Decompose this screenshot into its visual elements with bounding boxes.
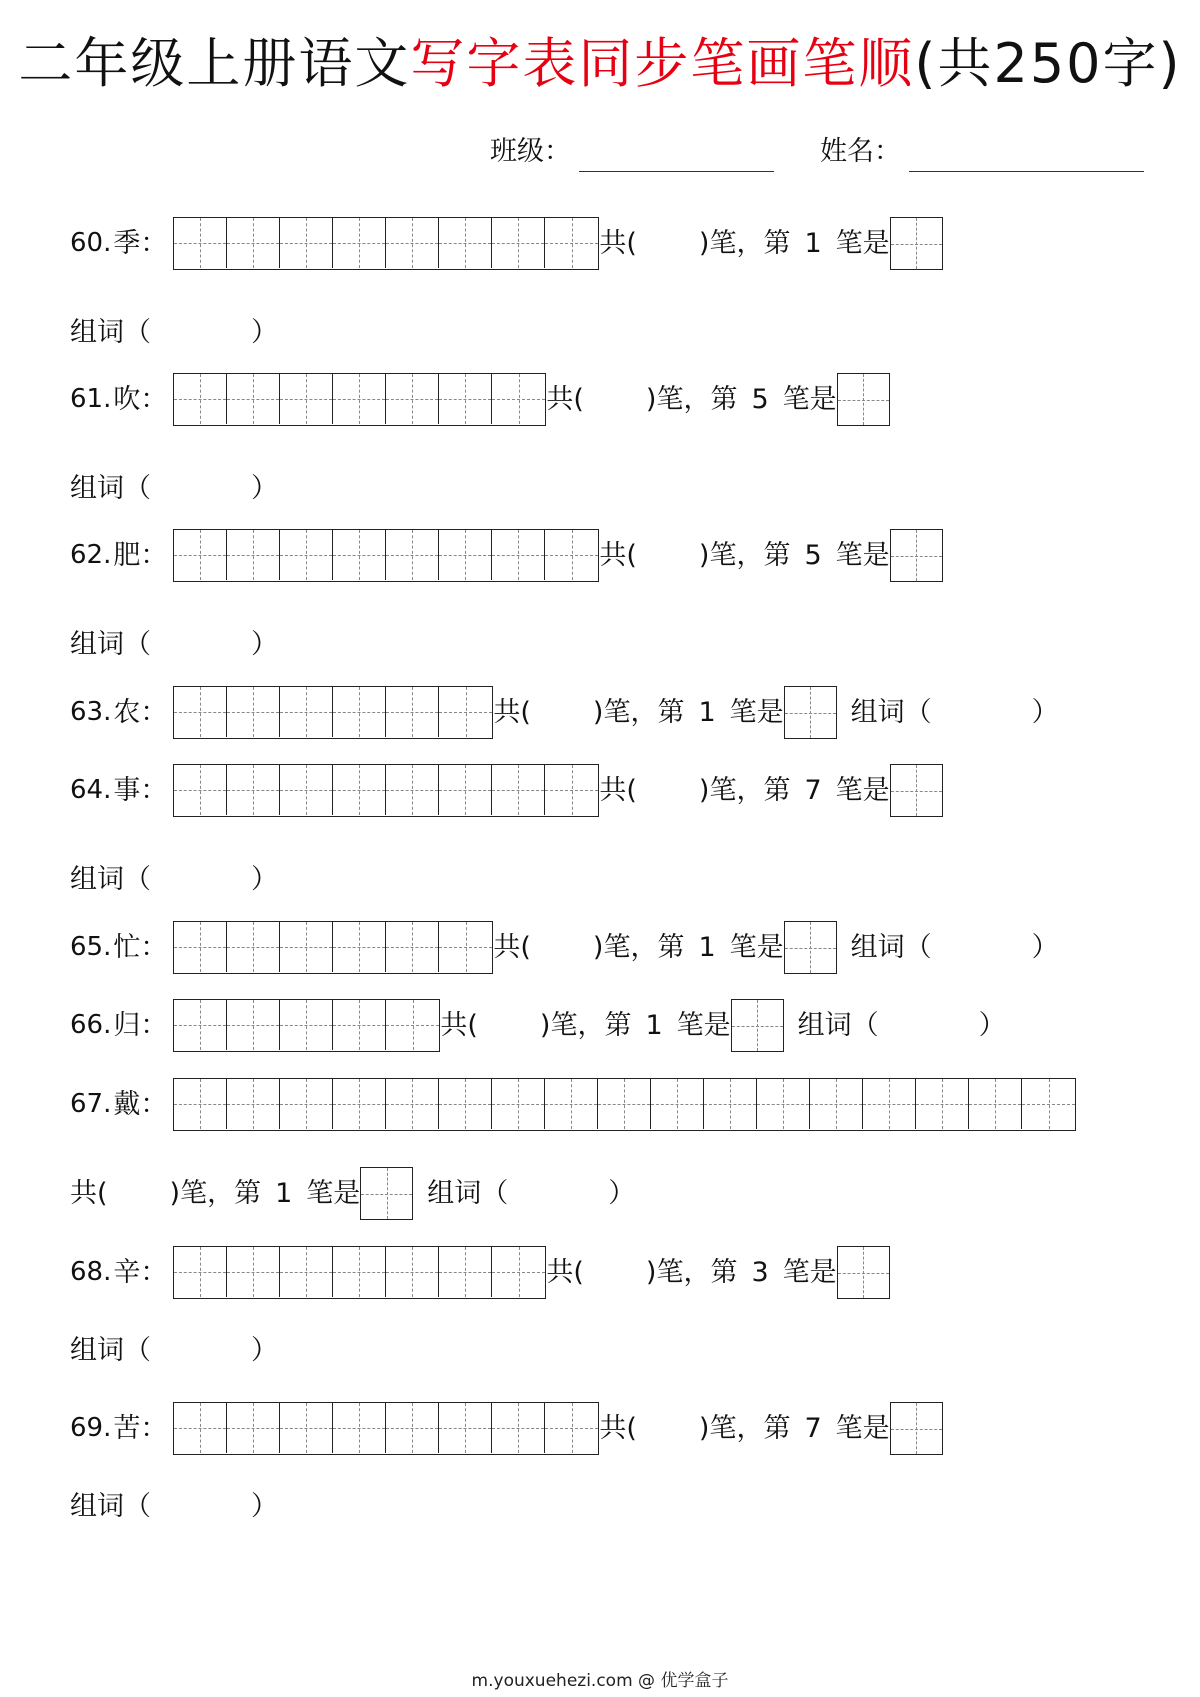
title-black: 二年级上册语文 xyxy=(18,32,411,95)
item-68-word-row xyxy=(70,1324,278,1377)
grid-cell[interactable] xyxy=(439,218,492,268)
word-close: ） xyxy=(251,1335,278,1366)
total-suffix: )笔，第 xyxy=(169,1178,262,1209)
grid-cell[interactable] xyxy=(333,687,386,737)
grid-cell[interactable] xyxy=(333,530,386,580)
item-60-row xyxy=(70,217,943,270)
stroke-number: 1 xyxy=(698,932,716,963)
grid-cell[interactable] xyxy=(333,218,386,268)
grid-cell[interactable] xyxy=(227,1000,280,1050)
stroke-number: 1 xyxy=(804,228,822,259)
answer-box[interactable] xyxy=(890,217,943,270)
item-colon: ： xyxy=(140,540,168,571)
grid-cell[interactable] xyxy=(280,530,333,580)
item-62-row xyxy=(70,529,943,582)
word-close: ） xyxy=(608,1178,636,1209)
grid-cell[interactable] xyxy=(280,1079,333,1129)
stroke-grid[interactable] xyxy=(173,1402,599,1455)
item-character: 忙 xyxy=(113,932,141,963)
total-suffix: )笔，第 xyxy=(698,228,791,259)
grid-cell[interactable] xyxy=(439,1079,492,1129)
total-prefix: 共( xyxy=(599,775,637,806)
class-blank[interactable] xyxy=(579,141,774,172)
item-character: 苦 xyxy=(113,1413,141,1444)
answer-box[interactable] xyxy=(731,999,784,1052)
grid-cell[interactable] xyxy=(439,922,492,972)
grid-cell[interactable] xyxy=(492,1079,545,1129)
grid-cell[interactable] xyxy=(174,218,227,268)
answer-box[interactable] xyxy=(784,921,837,974)
total-suffix: )笔，第 xyxy=(645,384,738,415)
grid-cell[interactable] xyxy=(333,1000,386,1050)
word-open: 组词（ xyxy=(70,473,151,504)
grid-cell[interactable] xyxy=(545,218,598,268)
grid-cell[interactable] xyxy=(333,922,386,972)
stroke-grid[interactable] xyxy=(173,686,493,739)
stroke-number: 5 xyxy=(804,540,822,571)
item-number: 68. xyxy=(70,1257,112,1287)
grid-cell[interactable] xyxy=(227,1403,280,1453)
word-open: 组词（ xyxy=(70,864,151,895)
grid-cell[interactable] xyxy=(439,374,492,424)
stroke-number: 1 xyxy=(645,1010,663,1041)
grid-cell[interactable] xyxy=(545,530,598,580)
grid-cell[interactable] xyxy=(386,1079,439,1129)
grid-cell[interactable] xyxy=(280,765,333,815)
grid-cell[interactable] xyxy=(280,1000,333,1050)
stroke-grid[interactable] xyxy=(173,1246,546,1299)
word-open: 组词（ xyxy=(70,629,151,660)
word-close: ） xyxy=(251,1491,278,1522)
grid-cell[interactable] xyxy=(651,1079,704,1129)
grid-cell[interactable] xyxy=(492,530,545,580)
stroke-is-label: 笔是 xyxy=(782,1257,837,1288)
grid-cell[interactable] xyxy=(545,765,598,815)
grid-cell[interactable] xyxy=(174,1247,227,1297)
grid-cell[interactable] xyxy=(863,1079,916,1129)
stroke-grid[interactable] xyxy=(173,764,599,817)
word-open: 组词（ xyxy=(70,1491,151,1522)
total-suffix: )笔，第 xyxy=(592,932,685,963)
title-tail: (共250字) xyxy=(914,32,1182,95)
name-field[interactable] xyxy=(820,132,1144,172)
title-red: 写字表同步笔画笔顺 xyxy=(410,32,915,95)
grid-cell[interactable] xyxy=(227,765,280,815)
grid-cell[interactable] xyxy=(598,1079,651,1129)
item-colon: ： xyxy=(140,775,168,806)
grid-cell[interactable] xyxy=(333,765,386,815)
grid-cell[interactable] xyxy=(174,1000,227,1050)
grid-cell[interactable] xyxy=(439,1403,492,1453)
item-colon: ： xyxy=(140,1257,168,1288)
page-title xyxy=(0,28,1200,100)
grid-cell[interactable] xyxy=(1022,1079,1075,1129)
item-colon: ： xyxy=(140,1089,168,1120)
answer-box[interactable] xyxy=(890,764,943,817)
item-69-row xyxy=(70,1402,943,1455)
total-suffix: )笔，第 xyxy=(698,775,791,806)
stroke-number: 1 xyxy=(275,1178,293,1209)
total-suffix: )笔，第 xyxy=(539,1010,632,1041)
grid-cell[interactable] xyxy=(386,218,439,268)
grid-cell[interactable] xyxy=(227,922,280,972)
stroke-number: 7 xyxy=(804,775,822,806)
total-prefix: 共( xyxy=(599,228,637,259)
stroke-grid[interactable] xyxy=(173,373,546,426)
grid-cell[interactable] xyxy=(333,374,386,424)
grid-cell[interactable] xyxy=(174,1079,227,1129)
grid-cell[interactable] xyxy=(227,1247,280,1297)
grid-cell[interactable] xyxy=(280,922,333,972)
grid-cell[interactable] xyxy=(174,922,227,972)
grid-cell[interactable] xyxy=(439,1247,492,1297)
name-label: 姓名： xyxy=(820,136,901,167)
item-character: 吹 xyxy=(113,384,141,415)
word-open: 组词（ xyxy=(850,697,932,728)
total-prefix: 共( xyxy=(70,1178,108,1209)
stroke-grid[interactable] xyxy=(173,921,493,974)
grid-cell[interactable] xyxy=(386,1000,439,1050)
answer-box[interactable] xyxy=(837,373,890,426)
grid-cell[interactable] xyxy=(280,374,333,424)
answer-box[interactable] xyxy=(890,1402,943,1455)
grid-cell[interactable] xyxy=(174,1403,227,1453)
grid-cell[interactable] xyxy=(386,1403,439,1453)
item-number: 64. xyxy=(70,775,112,805)
grid-cell[interactable] xyxy=(810,1079,863,1129)
grid-cell[interactable] xyxy=(492,1403,545,1453)
item-number: 63. xyxy=(70,697,112,727)
grid-cell[interactable] xyxy=(386,530,439,580)
grid-cell[interactable] xyxy=(227,374,280,424)
item-69-word-row xyxy=(70,1480,278,1533)
grid-cell[interactable] xyxy=(174,765,227,815)
grid-cell[interactable] xyxy=(492,765,545,815)
grid-cell[interactable] xyxy=(545,1403,598,1453)
grid-cell[interactable] xyxy=(492,1247,545,1297)
grid-cell[interactable] xyxy=(492,374,545,424)
word-close: ） xyxy=(1031,932,1059,963)
stroke-is-label: 笔是 xyxy=(782,384,837,415)
item-colon: ： xyxy=(140,228,168,259)
total-suffix: )笔，第 xyxy=(645,1257,738,1288)
word-close: ） xyxy=(1031,697,1059,728)
grid-cell[interactable] xyxy=(174,687,227,737)
name-blank[interactable] xyxy=(909,141,1144,172)
grid-cell[interactable] xyxy=(916,1079,969,1129)
word-close: ） xyxy=(251,864,278,895)
item-60-word-row xyxy=(70,306,278,359)
word-close: ） xyxy=(251,473,278,504)
grid-cell[interactable] xyxy=(545,1079,598,1129)
item-61-row xyxy=(70,373,890,426)
grid-cell[interactable] xyxy=(704,1079,757,1129)
item-character: 农 xyxy=(113,697,141,728)
grid-cell[interactable] xyxy=(227,687,280,737)
total-prefix: 共( xyxy=(546,1257,584,1288)
item-62-word-row xyxy=(70,618,278,671)
item-character: 辛 xyxy=(113,1257,141,1288)
item-character: 季 xyxy=(113,228,141,259)
stroke-is-label: 笔是 xyxy=(729,697,784,728)
item-64-row xyxy=(70,764,943,817)
grid-cell[interactable] xyxy=(280,687,333,737)
item-66-row xyxy=(70,999,1006,1052)
item-65-row xyxy=(70,921,1059,974)
item-colon: ： xyxy=(140,932,168,963)
item-61-word-row xyxy=(70,462,278,515)
answer-box[interactable] xyxy=(784,686,837,739)
grid-cell[interactable] xyxy=(280,218,333,268)
stroke-grid[interactable] xyxy=(173,999,440,1052)
total-suffix: )笔，第 xyxy=(698,1413,791,1444)
grid-cell[interactable] xyxy=(386,687,439,737)
item-character: 肥 xyxy=(113,540,141,571)
stroke-number: 1 xyxy=(698,697,716,728)
item-number: 69. xyxy=(70,1413,112,1443)
grid-cell[interactable] xyxy=(333,1079,386,1129)
class-field[interactable] xyxy=(490,132,774,172)
grid-cell[interactable] xyxy=(174,530,227,580)
total-suffix: )笔，第 xyxy=(698,540,791,571)
item-number: 65. xyxy=(70,932,112,962)
word-open: 组词（ xyxy=(70,1335,151,1366)
item-67-row xyxy=(70,1078,1076,1131)
class-label: 班级： xyxy=(490,136,571,167)
stroke-number: 3 xyxy=(751,1257,769,1288)
grid-cell[interactable] xyxy=(439,687,492,737)
total-prefix: 共( xyxy=(493,697,531,728)
grid-cell[interactable] xyxy=(386,922,439,972)
grid-cell[interactable] xyxy=(492,218,545,268)
word-close: ） xyxy=(978,1010,1006,1041)
answer-box[interactable] xyxy=(360,1167,413,1220)
item-colon: ： xyxy=(140,697,168,728)
grid-cell[interactable] xyxy=(280,1247,333,1297)
item-character: 归 xyxy=(113,1010,141,1041)
stroke-number: 7 xyxy=(804,1413,822,1444)
grid-cell[interactable] xyxy=(386,1247,439,1297)
word-open: 组词（ xyxy=(70,317,151,348)
grid-cell[interactable] xyxy=(386,765,439,815)
grid-cell[interactable] xyxy=(386,374,439,424)
total-prefix: 共( xyxy=(599,1413,637,1444)
word-close: ） xyxy=(251,317,278,348)
item-number: 66. xyxy=(70,1010,112,1040)
stroke-grid[interactable] xyxy=(173,1078,1076,1131)
item-colon: ： xyxy=(140,384,168,415)
word-open: 组词（ xyxy=(850,932,932,963)
grid-cell[interactable] xyxy=(439,765,492,815)
total-suffix: )笔，第 xyxy=(592,697,685,728)
grid-cell[interactable] xyxy=(969,1079,1022,1129)
stroke-is-label: 笔是 xyxy=(835,775,890,806)
total-prefix: 共( xyxy=(599,540,637,571)
word-open: 组词（ xyxy=(427,1178,509,1209)
grid-cell[interactable] xyxy=(174,374,227,424)
item-number: 62. xyxy=(70,540,112,570)
word-open: 组词（ xyxy=(797,1010,879,1041)
item-character: 事 xyxy=(113,775,141,806)
stroke-number: 5 xyxy=(751,384,769,415)
stroke-is-label: 笔是 xyxy=(835,1413,890,1444)
grid-cell[interactable] xyxy=(227,1079,280,1129)
grid-cell[interactable] xyxy=(280,1403,333,1453)
item-number: 61. xyxy=(70,384,112,414)
item-64-word-row xyxy=(70,853,278,906)
grid-cell[interactable] xyxy=(227,530,280,580)
stroke-is-label: 笔是 xyxy=(835,540,890,571)
answer-box[interactable] xyxy=(890,529,943,582)
item-colon: ： xyxy=(140,1010,168,1041)
stroke-is-label: 笔是 xyxy=(729,932,784,963)
total-prefix: 共( xyxy=(440,1010,478,1041)
item-number: 60. xyxy=(70,228,112,258)
item-63-row xyxy=(70,686,1059,739)
grid-cell[interactable] xyxy=(333,1247,386,1297)
stroke-grid[interactable] xyxy=(173,217,599,270)
item-67-continue-row xyxy=(70,1167,635,1220)
stroke-is-label: 笔是 xyxy=(306,1178,361,1209)
item-68-row xyxy=(70,1246,890,1299)
item-number: 67. xyxy=(70,1089,112,1119)
item-colon: ： xyxy=(140,1413,168,1444)
stroke-is-label: 笔是 xyxy=(835,228,890,259)
item-character: 戴 xyxy=(113,1089,141,1120)
grid-cell[interactable] xyxy=(227,218,280,268)
stroke-grid[interactable] xyxy=(173,529,599,582)
word-close: ） xyxy=(251,629,278,660)
answer-box[interactable] xyxy=(837,1246,890,1299)
grid-cell[interactable] xyxy=(757,1079,810,1129)
total-prefix: 共( xyxy=(546,384,584,415)
grid-cell[interactable] xyxy=(439,530,492,580)
footer-watermark: m.youxuehezi.com @ 优学盒子 xyxy=(471,1671,729,1691)
total-prefix: 共( xyxy=(493,932,531,963)
stroke-is-label: 笔是 xyxy=(676,1010,731,1041)
grid-cell[interactable] xyxy=(333,1403,386,1453)
